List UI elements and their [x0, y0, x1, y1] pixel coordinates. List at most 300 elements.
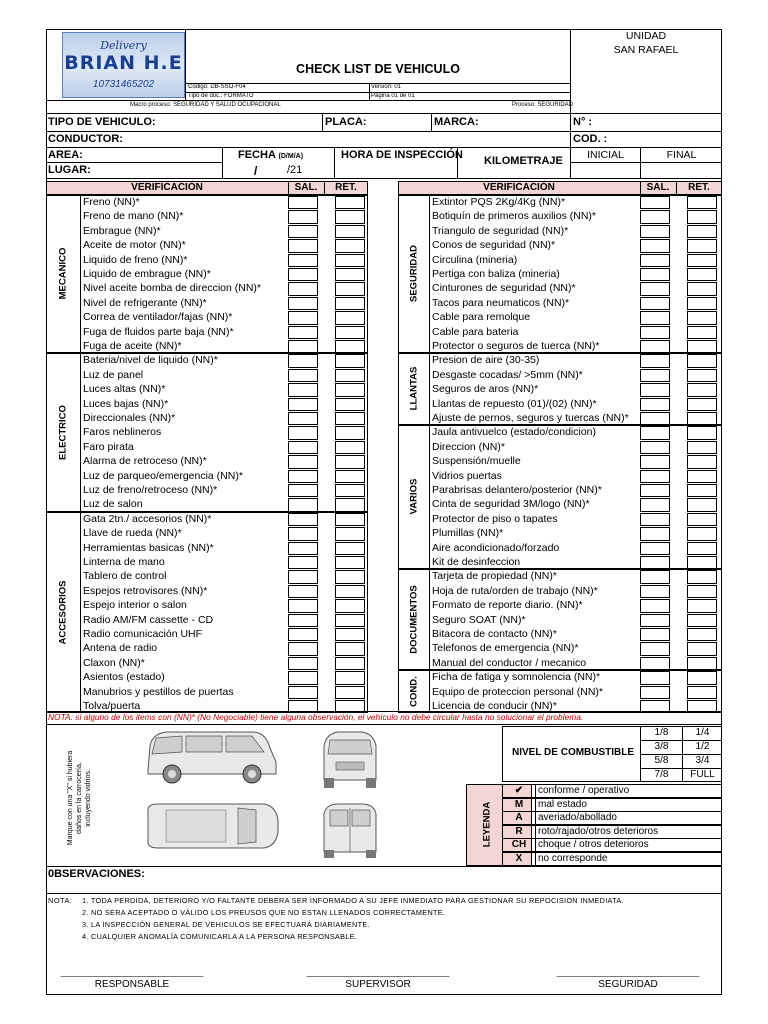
- sal-checkbox[interactable]: [640, 657, 670, 670]
- ret-checkbox[interactable]: [687, 671, 717, 684]
- right-group-label-documentos: DOCUMENTOS: [408, 585, 419, 654]
- ret-checkbox[interactable]: [335, 268, 365, 281]
- sal-checkbox[interactable]: [288, 412, 318, 425]
- vehicle-top-view[interactable]: [142, 800, 282, 852]
- checklist-item-label: Gata 2tn./ accesorios (NN)*: [83, 512, 212, 525]
- checklist-item-label: Luz de panel: [83, 368, 144, 381]
- kilometraje-label: KILOMETRAJE: [484, 155, 563, 167]
- checklist-item-label: Hoja de ruta/orden de trabajo (NN)*: [432, 584, 598, 597]
- left-group-label-accesorios: ACCESORIOS: [57, 580, 69, 645]
- responsable-label: RESPONSABLE: [94, 979, 170, 990]
- right-group-label-varios: VARIOS: [408, 479, 419, 515]
- vehicle-front-view[interactable]: [318, 728, 382, 790]
- sal-checkbox[interactable]: [288, 297, 318, 310]
- ret-checkbox[interactable]: [687, 254, 717, 267]
- placa-label: PLACA:: [325, 116, 367, 128]
- checklist-item-label: Luz de salon: [83, 498, 143, 511]
- area-label: AREA:: [48, 149, 83, 161]
- ret-checkbox[interactable]: [687, 210, 717, 223]
- sal-checkbox[interactable]: [640, 412, 670, 425]
- legend-description: no corresponde: [538, 853, 608, 864]
- checklist-item-label: Conos de seguridad (NN)*: [432, 239, 556, 252]
- ret-checkbox[interactable]: [687, 513, 717, 526]
- checklist-item-label: Faros neblineros: [83, 426, 162, 439]
- ret-checkbox[interactable]: [335, 398, 365, 411]
- form-title: CHECK LIST DE VEHICULO: [296, 62, 460, 76]
- checklist-item-label: Freno (NN)*: [83, 196, 140, 208]
- ret-checkbox[interactable]: [687, 196, 717, 209]
- legend-description: averiado/abollado: [538, 812, 617, 824]
- sal-checkbox[interactable]: [640, 527, 670, 540]
- checklist-item-label: Formato de reporte diario. (NN)*: [432, 599, 583, 612]
- proceso-text: Proceso: SEGURIDAD: [512, 102, 574, 108]
- sal-checkbox[interactable]: [640, 470, 670, 483]
- nota-line: [46, 724, 722, 725]
- sal-checkbox[interactable]: [288, 628, 318, 641]
- sal-checkbox[interactable]: [640, 340, 670, 353]
- checklist-item-label: Cable para bateria: [432, 325, 519, 338]
- checklist-item-label: Antena de radio: [83, 642, 158, 655]
- ret-checkbox[interactable]: [687, 498, 717, 511]
- unidad-name: SAN RAFAEL: [613, 44, 679, 56]
- sal-checkbox[interactable]: [288, 614, 318, 627]
- ret-checkbox[interactable]: [335, 498, 365, 511]
- sal-checkbox[interactable]: [640, 570, 670, 583]
- ret-checkbox[interactable]: [687, 340, 717, 353]
- checklist-item-label: Cable para remolque: [432, 311, 531, 324]
- left-group-label-electrico: ELECTRICO: [57, 404, 69, 460]
- sal-checkbox[interactable]: [640, 628, 670, 641]
- legend-divider: [535, 838, 536, 852]
- checklist-item-label: Espejos retrovisores (NN)*: [83, 584, 208, 597]
- sal-checkbox[interactable]: [640, 426, 670, 439]
- ret-checkbox[interactable]: [335, 484, 365, 497]
- version-text: Versión: 01: [371, 84, 402, 90]
- fuel-level-option[interactable]: 3/8: [654, 741, 669, 752]
- ret-checkbox[interactable]: [335, 282, 365, 295]
- sal-checkbox[interactable]: [288, 455, 318, 468]
- sal-checkbox[interactable]: [288, 585, 318, 598]
- fuel-level-option[interactable]: 1/4: [695, 727, 710, 738]
- ret-checkbox[interactable]: [687, 628, 717, 641]
- sal-checkbox[interactable]: [640, 441, 670, 454]
- sal-checkbox[interactable]: [288, 326, 318, 339]
- legend-description: mal estado: [538, 798, 587, 810]
- ret-checkbox[interactable]: [335, 686, 365, 699]
- ret-checkbox[interactable]: [687, 585, 717, 598]
- ret-checkbox[interactable]: [687, 239, 717, 252]
- sal-checkbox[interactable]: [640, 542, 670, 555]
- legend-description: choque / otros deterioros: [538, 839, 649, 851]
- sal-checkbox[interactable]: [640, 354, 670, 367]
- note-line-1: 1. TODA PERDIDA, DETERIORO Y/O FALTANTE DEBERA SER INFORMADO A SU JEFE INMEDIATO PARA GESTIONAR SU REPOCISION INMEDIATA.: [82, 896, 624, 905]
- ret-checkbox[interactable]: [687, 441, 717, 454]
- sal-checkbox[interactable]: [288, 484, 318, 497]
- ret-checkbox[interactable]: [335, 657, 365, 670]
- legend-divider: [535, 825, 536, 839]
- info-line: [46, 178, 722, 179]
- ret-checkbox[interactable]: [335, 326, 365, 339]
- sal-checkbox[interactable]: [288, 282, 318, 295]
- sal-checkbox[interactable]: [640, 455, 670, 468]
- ret-checkbox[interactable]: [335, 599, 365, 612]
- logo-top-text: Delivery: [100, 39, 147, 52]
- signature-line-responsable[interactable]: ________________________________: [60, 968, 204, 977]
- checklist-item-label: Vidrios puertas: [432, 469, 502, 482]
- checklist-item-label: Telefonos de emergencia (NN)*: [432, 642, 579, 655]
- legend-code: ✔: [514, 785, 524, 796]
- ret-checkbox[interactable]: [687, 455, 717, 468]
- legend-code: CH: [511, 839, 527, 851]
- sal-checkbox[interactable]: [640, 398, 670, 411]
- ret-checkbox[interactable]: [335, 585, 365, 598]
- obs-line: [46, 866, 722, 867]
- checklist-item-label: Nivel de refrigerante (NN)*: [83, 296, 207, 309]
- fuel-level-option[interactable]: 7/8: [654, 769, 669, 780]
- ret-checkbox[interactable]: [335, 369, 365, 382]
- sal-checkbox[interactable]: [640, 585, 670, 598]
- tipo-doc-text: Tipo de doc.: FORMATO: [188, 93, 254, 99]
- meta-line: [46, 100, 570, 101]
- checklist-item-label: Claxon (NN)*: [83, 656, 145, 669]
- checklist-item-label: Alarma de retroceso (NN)*: [83, 455, 207, 468]
- sal-checkbox[interactable]: [288, 686, 318, 699]
- info-line: [570, 162, 722, 163]
- vehicle-side-view[interactable]: [142, 728, 282, 788]
- sal-checkbox[interactable]: [640, 642, 670, 655]
- checklist-item-label: Fuga de aceite (NN)*: [83, 340, 182, 352]
- ret-checkbox[interactable]: [687, 570, 717, 583]
- ret-checkbox[interactable]: [335, 570, 365, 583]
- sal-checkbox[interactable]: [640, 484, 670, 497]
- logo-main-text: BRIAN H.E: [64, 52, 183, 74]
- checklist-item-label: Luces bajas (NN)*: [83, 397, 169, 410]
- marca-label: MARCA:: [434, 116, 479, 128]
- ret-checkbox[interactable]: [687, 412, 717, 425]
- checklist-item-label: Extintor PQS 2Kg/4Kg (NN)*: [432, 196, 566, 208]
- sal-checkbox[interactable]: [640, 383, 670, 396]
- left-ret-header: RET.: [335, 182, 357, 193]
- sal-checkbox[interactable]: [640, 614, 670, 627]
- info-divider: [222, 147, 223, 178]
- checklist-item-label: Llave de rueda (NN)*: [83, 527, 182, 540]
- meta-divider: [369, 83, 370, 100]
- ret-checkbox[interactable]: [335, 527, 365, 540]
- checklist-item-label: Protector de piso o tapates: [432, 512, 558, 525]
- sal-checkbox[interactable]: [640, 210, 670, 223]
- sal-checkbox[interactable]: [640, 686, 670, 699]
- signature-line-seguridad[interactable]: ________________________________: [556, 968, 700, 977]
- checklist-item-label: Botiquín de primeros auxilios (NN)*: [432, 210, 596, 223]
- legend-divider: [535, 784, 536, 798]
- checklist-item-label: Correa de ventilador/fajas (NN)*: [83, 311, 233, 324]
- notes-label: NOTA:: [48, 896, 73, 905]
- fuel-level-option[interactable]: 1/8: [654, 727, 669, 738]
- sal-checkbox[interactable]: [640, 254, 670, 267]
- sal-checkbox[interactable]: [288, 542, 318, 555]
- sal-checkbox[interactable]: [288, 527, 318, 540]
- info-divider: [334, 147, 335, 178]
- legend-description: conforme / operativo: [538, 785, 630, 796]
- checklist-item-label: Asientos (estado): [83, 671, 165, 684]
- checklist-item-label: Faro pirata: [83, 440, 134, 453]
- km-inicial-label: INICIAL: [587, 149, 624, 161]
- sal-checkbox[interactable]: [288, 268, 318, 281]
- ret-checkbox[interactable]: [335, 383, 365, 396]
- left-sal-header: SAL.: [294, 182, 318, 193]
- checklist-item-label: Seguro SOAT (NN)*: [432, 613, 526, 626]
- ret-checkbox[interactable]: [687, 369, 717, 382]
- right-ret-header: RET.: [688, 182, 710, 193]
- checklist-item-label: Licencia de conducir (NN)*: [432, 700, 557, 712]
- sal-checkbox[interactable]: [640, 326, 670, 339]
- ret-checkbox[interactable]: [687, 311, 717, 324]
- sal-checkbox[interactable]: [288, 398, 318, 411]
- checklist-item-label: Linterna de mano: [83, 556, 165, 568]
- nota-nn-text: NOTA: si alguno de los items con (NN)* (No Negociable) tiene alguna observación, el vehículo no debe circular hasta no solucionar el problema.: [48, 712, 584, 722]
- sal-checkbox[interactable]: [288, 340, 318, 353]
- checklist-item-label: Equipo de proteccion personal (NN)*: [432, 685, 604, 698]
- logo-phone-text: 10731465202: [92, 79, 155, 90]
- numero-label: N° :: [573, 116, 593, 128]
- fuel-level-label: NIVEL DE COMBUSTIBLE: [512, 747, 635, 758]
- sal-checkbox[interactable]: [288, 642, 318, 655]
- ret-checkbox[interactable]: [687, 225, 717, 238]
- fuel-level-option[interactable]: 5/8: [654, 755, 669, 766]
- checklist-item-label: Seguros de aros (NN)*: [432, 383, 539, 396]
- checklist-item-label: Liquido de freno (NN)*: [83, 253, 188, 266]
- sal-checkbox[interactable]: [288, 599, 318, 612]
- vehicle-rear-view[interactable]: [318, 800, 382, 860]
- company-logo: [62, 32, 185, 98]
- sal-checkbox[interactable]: [288, 225, 318, 238]
- info-divider: [570, 113, 571, 178]
- ret-checkbox[interactable]: [335, 311, 365, 324]
- checklist-item-label: Embrague (NN)*: [83, 224, 161, 237]
- ret-checkbox[interactable]: [687, 484, 717, 497]
- ret-checkbox[interactable]: [335, 412, 365, 425]
- sal-checkbox[interactable]: [640, 369, 670, 382]
- checklist-item-label: Kit de desinfeccion: [432, 556, 521, 568]
- checklist-item-label: Suspensión/muelle: [432, 455, 521, 468]
- sal-checkbox[interactable]: [288, 383, 318, 396]
- checklist-item-label: Luz de freno/retroceso (NN)*: [83, 484, 218, 496]
- checklist-item-label: Plumillas (NN)*: [432, 527, 504, 540]
- info-line: [46, 147, 722, 148]
- ret-checkbox[interactable]: [335, 340, 365, 353]
- checklist-item-label: Tablero de control: [83, 570, 167, 583]
- right-verificacion-header: VERIFICACIÓN: [483, 182, 555, 193]
- ret-checkbox[interactable]: [687, 657, 717, 670]
- ret-checkbox[interactable]: [687, 556, 717, 569]
- checklist-item-label: Protector o seguros de tuerca (NN)*: [432, 340, 600, 352]
- right-group-label-seguridad: SEGURIDAD: [408, 245, 419, 303]
- ret-checkbox[interactable]: [335, 542, 365, 555]
- ret-checkbox[interactable]: [687, 599, 717, 612]
- ret-checkbox[interactable]: [335, 642, 365, 655]
- codigo-text: Código: DB-SSO-F04: [188, 84, 246, 90]
- sal-checkbox[interactable]: [288, 239, 318, 252]
- sal-checkbox[interactable]: [640, 297, 670, 310]
- sal-checkbox[interactable]: [640, 498, 670, 511]
- signature-line-supervisor[interactable]: ________________________________: [306, 968, 450, 977]
- hora-inspeccion-label: HORA DE INSPECCIÓN: [341, 149, 463, 161]
- ret-checkbox[interactable]: [335, 614, 365, 627]
- checklist-item-label: Manual del conductor / mecanico: [432, 656, 587, 669]
- ret-checkbox[interactable]: [335, 671, 365, 684]
- sal-checkbox[interactable]: [288, 657, 318, 670]
- ret-checkbox[interactable]: [335, 628, 365, 641]
- checklist-item-label: Bitacora de contacto (NN)*: [432, 628, 557, 640]
- ret-checkbox[interactable]: [687, 398, 717, 411]
- km-final-label: FINAL: [666, 149, 697, 161]
- ret-checkbox[interactable]: [687, 326, 717, 339]
- macro-proceso-text: Macro proceso: SEGURIDAD Y SALUD OCUPACIONAL: [130, 102, 281, 108]
- ret-checkbox[interactable]: [687, 686, 717, 699]
- info-line: [46, 131, 722, 132]
- checklist-item-label: Desgaste cocadas/ >5mm (NN)*: [432, 368, 583, 381]
- observaciones-label[interactable]: 0BSERVACIONES:: [48, 868, 145, 880]
- seguridad-label: SEGURIDAD: [598, 979, 658, 990]
- sal-checkbox[interactable]: [288, 671, 318, 684]
- sal-checkbox[interactable]: [640, 599, 670, 612]
- ret-checkbox[interactable]: [687, 470, 717, 483]
- sal-checkbox[interactable]: [640, 282, 670, 295]
- ret-checkbox[interactable]: [335, 513, 365, 526]
- ret-checkbox[interactable]: [335, 225, 365, 238]
- checklist-item-label: Tarjeta de propiedad (NN)*: [432, 570, 557, 583]
- conductor-label: CONDUCTOR:: [48, 133, 123, 145]
- checklist-item-label: Triangulo de seguridad (NN)*: [432, 224, 569, 237]
- checklist-item-label: Herramientas basicas (NN)*: [83, 541, 214, 554]
- checklist-item-label: Luz de parqueo/emergencia (NN)*: [83, 469, 243, 482]
- legend-divider: [535, 852, 536, 866]
- sal-checkbox[interactable]: [640, 196, 670, 209]
- ret-checkbox[interactable]: [335, 354, 365, 367]
- left-verificacion-header: VERIFICACIÓN: [131, 182, 203, 193]
- checklist-item-label: Luces altas (NN)*: [83, 383, 166, 396]
- sal-checkbox[interactable]: [288, 498, 318, 511]
- ret-checkbox[interactable]: [335, 441, 365, 454]
- ret-checkbox[interactable]: [335, 210, 365, 223]
- checklist-item-label: Aceite de motor (NN)*: [83, 239, 186, 252]
- ret-checkbox[interactable]: [335, 470, 365, 483]
- checklist-item-label: Radio AM/FM cassette - CD: [83, 613, 214, 626]
- info-divider: [431, 113, 432, 131]
- legend-code: X: [515, 853, 523, 864]
- checklist-item-label: Liquido de embrague (NN)*: [83, 268, 211, 280]
- sal-checkbox[interactable]: [640, 556, 670, 569]
- date-slash-1: /: [254, 164, 258, 178]
- sal-checkbox[interactable]: [288, 426, 318, 439]
- checklist-item-label: Pertiga con baliza (mineria): [432, 268, 560, 280]
- sal-checkbox[interactable]: [288, 470, 318, 483]
- ret-checkbox[interactable]: [687, 542, 717, 555]
- damage-note: Marque con una "X" si hubiera daños en la carrocería, incluyendo vidrios.: [67, 750, 92, 846]
- ret-checkbox[interactable]: [335, 426, 365, 439]
- checklist-item-label: Ajuste de pernos, seguros y tuercas (NN)*: [432, 412, 629, 424]
- sal-checkbox[interactable]: [288, 254, 318, 267]
- checklist-item-label: Nivel aceite bomba de direccion (NN)*: [83, 282, 261, 295]
- ret-checkbox[interactable]: [335, 239, 365, 252]
- checklist-item-label: Ficha de fatiga y somnolencia (NN)*: [432, 671, 601, 684]
- sal-checkbox[interactable]: [640, 239, 670, 252]
- sal-checkbox[interactable]: [288, 196, 318, 209]
- ret-checkbox[interactable]: [687, 282, 717, 295]
- info-line: [46, 113, 722, 114]
- checklist-item-label: Tolva/puerta: [83, 700, 141, 712]
- checklist-item-label: Fuga de fluidos parte baja (NN)*: [83, 325, 234, 338]
- sal-checkbox[interactable]: [288, 570, 318, 583]
- sal-checkbox[interactable]: [640, 225, 670, 238]
- unidad-label: UNIDAD: [625, 30, 667, 42]
- sal-checkbox[interactable]: [288, 311, 318, 324]
- sal-checkbox[interactable]: [288, 513, 318, 526]
- ret-checkbox[interactable]: [687, 614, 717, 627]
- ret-checkbox[interactable]: [335, 196, 365, 209]
- ret-checkbox[interactable]: [335, 297, 365, 310]
- fuel-level-option[interactable]: 1/2: [695, 741, 710, 752]
- ret-checkbox[interactable]: [687, 426, 717, 439]
- ret-checkbox[interactable]: [335, 254, 365, 267]
- checklist-item-label: Presion de aire (30-35): [432, 354, 540, 367]
- legend-divider: [535, 798, 536, 812]
- ret-checkbox[interactable]: [687, 354, 717, 367]
- fuel-level-option[interactable]: FULL: [690, 769, 715, 780]
- ret-checkbox[interactable]: [335, 556, 365, 569]
- legend-divider: [535, 811, 536, 825]
- note-line-2: 2. NO SERA ACEPTADO O VÁLIDO LOS PREUSOS QUE NO ESTAN LLENADOS CORRECTAMENTE.: [82, 908, 446, 917]
- cod-label: COD. :: [573, 133, 608, 145]
- sal-checkbox[interactable]: [288, 354, 318, 367]
- checklist-item-label: Espejo interior o salon: [83, 599, 187, 612]
- right-group-label-cond: COND.: [408, 675, 419, 707]
- sal-checkbox[interactable]: [288, 556, 318, 569]
- note-line-3: 3. LA INSPECCIÓN GENERAL DE VEHICULOS SE EFECTUARÁ DIARIAMENTE.: [82, 920, 370, 929]
- checklist-item-label: Radio comunicación UHF: [83, 628, 203, 640]
- date-slash-2: /21: [287, 164, 303, 176]
- checklist-item-label: Jaula antivuelco (estado/condicion): [432, 426, 597, 439]
- lugar-label: LUGAR:: [48, 164, 91, 176]
- checklist-item-label: Direccionales (NN)*: [83, 412, 176, 424]
- checklist-item-label: Bateria/nivel de liquido (NN)*: [83, 354, 218, 367]
- sal-checkbox[interactable]: [288, 210, 318, 223]
- ret-checkbox[interactable]: [687, 297, 717, 310]
- legend-code: R: [515, 825, 523, 837]
- checklist-item-label: Tacos para neumaticos (NN)*: [432, 296, 570, 309]
- ret-checkbox[interactable]: [687, 383, 717, 396]
- sal-checkbox[interactable]: [640, 671, 670, 684]
- sal-checkbox[interactable]: [288, 369, 318, 382]
- ret-checkbox[interactable]: [335, 455, 365, 468]
- ret-checkbox[interactable]: [687, 527, 717, 540]
- fecha-label: [238, 149, 303, 161]
- checklist-item-label: Freno de mano (NN)*: [83, 210, 184, 223]
- fecha-format: (D/M/A): [278, 153, 304, 160]
- checklist-item-label: Circulina (mineria): [432, 253, 518, 266]
- sal-checkbox[interactable]: [640, 268, 670, 281]
- fuel-level-option[interactable]: 3/4: [695, 755, 710, 766]
- checklist-item-label: Aire acondicionado/forzado: [432, 541, 560, 554]
- ret-checkbox[interactable]: [687, 642, 717, 655]
- ret-checkbox[interactable]: [687, 268, 717, 281]
- sal-checkbox[interactable]: [640, 311, 670, 324]
- legend-code: A: [515, 812, 523, 824]
- right-sal-header: SAL.: [646, 182, 670, 193]
- sal-checkbox[interactable]: [640, 513, 670, 526]
- tipo-vehiculo-label: TIPO DE VEHICULO:: [48, 116, 156, 128]
- sal-checkbox[interactable]: [288, 441, 318, 454]
